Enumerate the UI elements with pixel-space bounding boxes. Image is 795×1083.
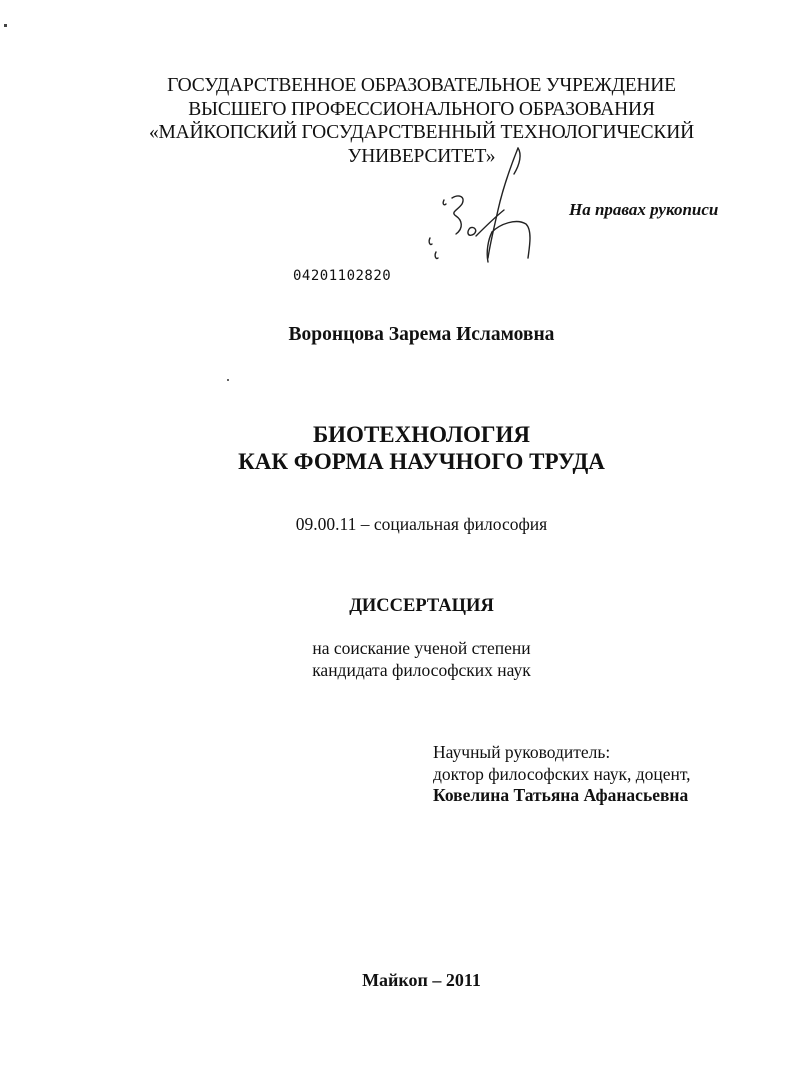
institution-line-4: УНИВЕРСИТЕТ» [347,145,496,167]
scan-dot-artifact [227,379,229,381]
manuscript-rights-note: На правах рукописи [569,200,719,219]
supervisor-credentials: доктор философских наук, доцент, [433,763,691,784]
institution-line-2: ВЫСШЕГО ПРОФЕССИОНАЛЬНОГО ОБРАЗОВАНИЯ [188,98,655,120]
institution-line-3: «МАЙКОПСКИЙ ГОСУДАРСТВЕННЫЙ ТЕХНОЛОГИЧЕСКИЙ [148,122,695,143]
institution-line-1: ГОСУДАРСТВЕННОЕ ОБРАЗОВАТЕЛЬНОЕ УЧРЕЖДЕНИЕ [167,75,676,96]
handwritten-signature [422,140,537,275]
institution-header [0,74,795,168]
document-type: ДИССЕРТАЦИЯ [349,596,494,616]
supervisor-name: Ковелина Татьяна Афанасьевна [433,785,689,805]
city-year: Майкоп – 2011 [362,970,481,990]
degree-line-2: кандидата философских наук [312,660,531,680]
degree-statement [0,637,795,681]
author-name: Воронцова Зарема Исламовна [288,324,555,345]
scan-artifact [4,24,7,27]
title-line-1: БИОТЕХНОЛОГИЯ [312,422,531,447]
supervisor-label: Научный руководитель: [433,742,611,762]
title-line-2: КАК ФОРМА НАУЧНОГО ТРУДА [238,449,605,474]
archive-code: 04201102820 [293,268,392,284]
dissertation-title [0,421,795,475]
degree-line-1: на соискание ученой степени [312,638,531,658]
supervisor-block [433,742,691,807]
specialty-code: 09.00.11 – социальная философия [295,514,548,534]
